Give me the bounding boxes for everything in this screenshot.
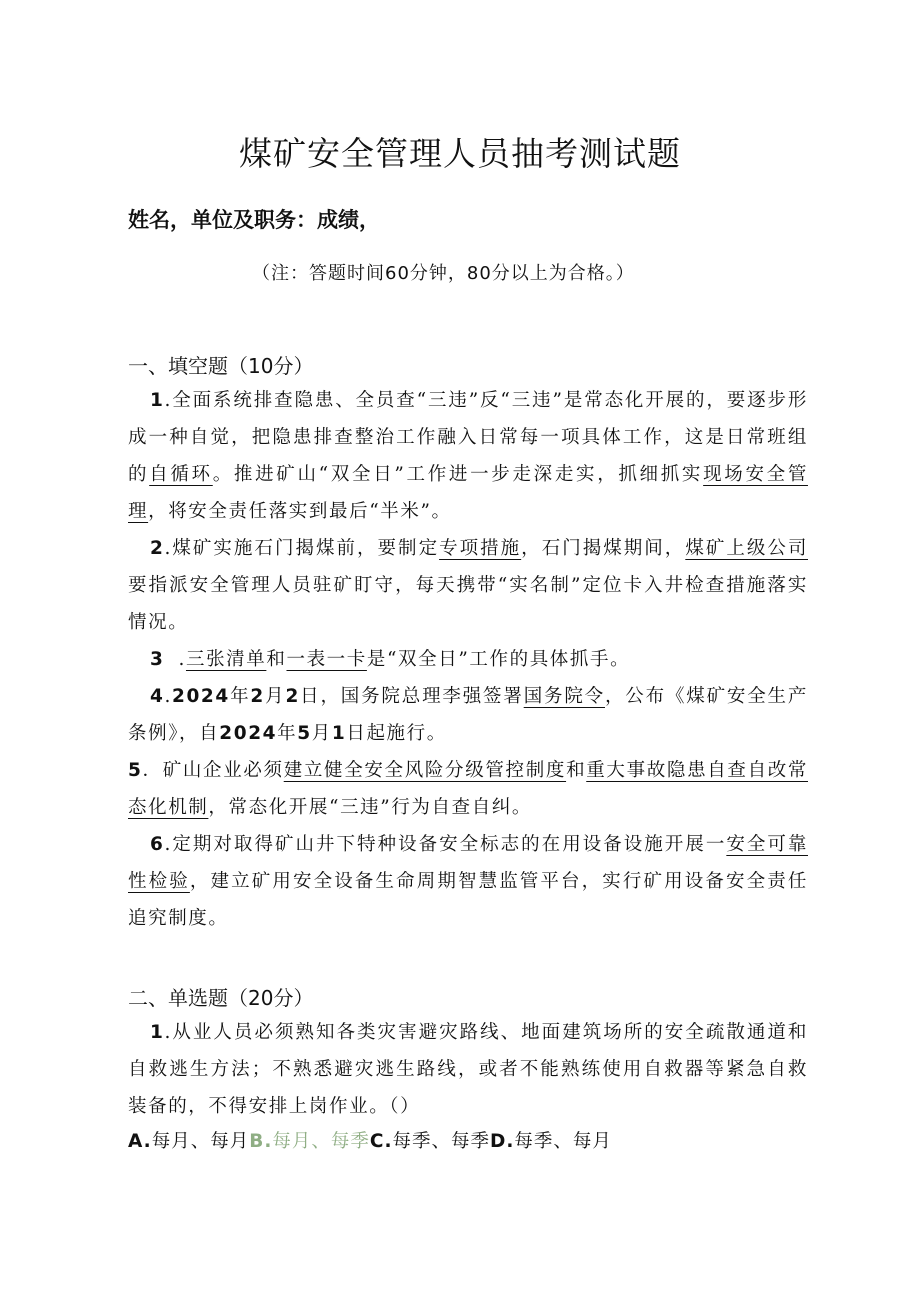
option-b-letter: B. (249, 1131, 273, 1152)
section-single-choice-heading: 二、单选题（20分） (128, 986, 314, 1010)
question-text: 日起施行。 (346, 723, 447, 744)
option-c-text: 每季、每季 (392, 1131, 490, 1152)
question-number: 4 (150, 686, 165, 707)
choice-options (128, 1127, 612, 1153)
question-text: .定期对取得矿山井下特种设备安全标志的在用设备设施开展一 (164, 834, 727, 855)
question-number: 5 (128, 760, 143, 781)
question-number: 2 (150, 538, 165, 559)
date-value: 2 (250, 686, 265, 707)
question-text: ．矿山企业必须 (142, 760, 284, 781)
question-text: 和 (266, 649, 287, 670)
question-fill-6 (128, 826, 808, 937)
question-fill-4 (128, 678, 808, 752)
question-text: .全面系统排查隐患、全员查“三违”反“三违”是常态化开展的，要逐步形成一种自觉，把隐患排查整治工作融入日常每一项具体工作，这是日常班组的 (128, 390, 808, 485)
question-text: 月 (311, 723, 332, 744)
answer-blank: 重大事故隐患自查自改常态化机制 (128, 760, 808, 818)
question-text: 是“双全日”工作的具体抓手。 (366, 649, 631, 670)
question-text: 年 (277, 723, 298, 744)
date-value: 5 (297, 723, 312, 744)
question-number: 1 (150, 390, 165, 411)
page-title: 煤矿安全管理人员抽考测试题 (239, 134, 681, 173)
date-value: 2024 (171, 686, 230, 707)
question-fill-3 (128, 641, 808, 678)
question-text: 年 (229, 686, 251, 707)
question-text: 和 (566, 760, 587, 781)
question-text: . (178, 649, 186, 670)
question-text: 月 (264, 686, 286, 707)
option-d-letter: D. (490, 1131, 515, 1152)
question-number: 3 (150, 649, 165, 670)
section-fill-in-heading: 一、填空题（10分） (128, 354, 314, 378)
question-fill-1 (128, 382, 808, 530)
option-a-text: 每月、每月 (151, 1131, 250, 1152)
option-d-text: 每季、每月 (514, 1131, 612, 1152)
question-text: . (164, 686, 172, 707)
date-value: 2 (285, 686, 300, 707)
answer-blank: 一表一卡 (286, 649, 367, 670)
question-text: ，石门揭煤期间， (521, 538, 686, 559)
question-number: 6 (150, 834, 165, 855)
question-text: .煤矿实施石门揭煤前，要制定 (164, 538, 440, 559)
answer-blank: 建立健全安全风险分级管控制度 (283, 760, 567, 781)
answer-blank: 国务院令 (523, 686, 605, 707)
answer-blank: 自循环 (149, 464, 213, 485)
question-text: 。推进矿山“双全日”工作进一步走深走实，抓细抓实 (212, 464, 704, 485)
option-c-letter: C. (369, 1131, 393, 1152)
option-b-text: 每月、每季 (272, 1131, 370, 1152)
answer-blank: 专项措施 (439, 538, 522, 559)
question-text: 要指派安全管理人员驻矿盯守，每天携带“实名制”定位卡入井检查措施落实情况。 (128, 575, 808, 633)
answer-blank: 三张清单 (185, 649, 267, 670)
question-text: ，将安全责任落实到最后“半米”。 (148, 501, 452, 522)
question-text: ，建立矿用安全设备生命周期智慧监管平台，实行矿用设备安全责任追究制度。 (128, 871, 808, 929)
question-text: ，公布《煤矿安全生产条例》，自 (128, 686, 808, 744)
question-fill-2 (128, 530, 808, 641)
date-value: 2024 (219, 723, 278, 744)
answer-blank: 安全可靠性检验 (128, 834, 808, 892)
question-fill-5 (128, 752, 808, 826)
question-text: .从业人员必须熟知各类灾害避灾路线、地面建筑场所的安全疏散通道和自救逃生方法；不熟悉避灾逃生路线，或者不能熟练使用自救器等紧急自救装备的，不得安排上岗作业。（） (128, 1022, 808, 1117)
question-text: ，常态化开展“三违”行为自查自纠。 (208, 797, 533, 818)
answer-blank: 煤矿上级公司 (685, 538, 808, 559)
question-number: 1 (150, 1022, 165, 1043)
option-a-letter: A. (128, 1131, 152, 1152)
answer-blank: 现场安全管理 (128, 464, 808, 522)
date-value: 1 (331, 723, 347, 744)
question-choice-1 (128, 1014, 808, 1125)
exam-note: （注：答题时间60分钟，80分以上为合格。） (252, 263, 635, 284)
question-text: 日，国务院总理李强签署 (299, 686, 524, 707)
candidate-info-line: 姓名，单位及职务：成绩， (128, 208, 380, 232)
